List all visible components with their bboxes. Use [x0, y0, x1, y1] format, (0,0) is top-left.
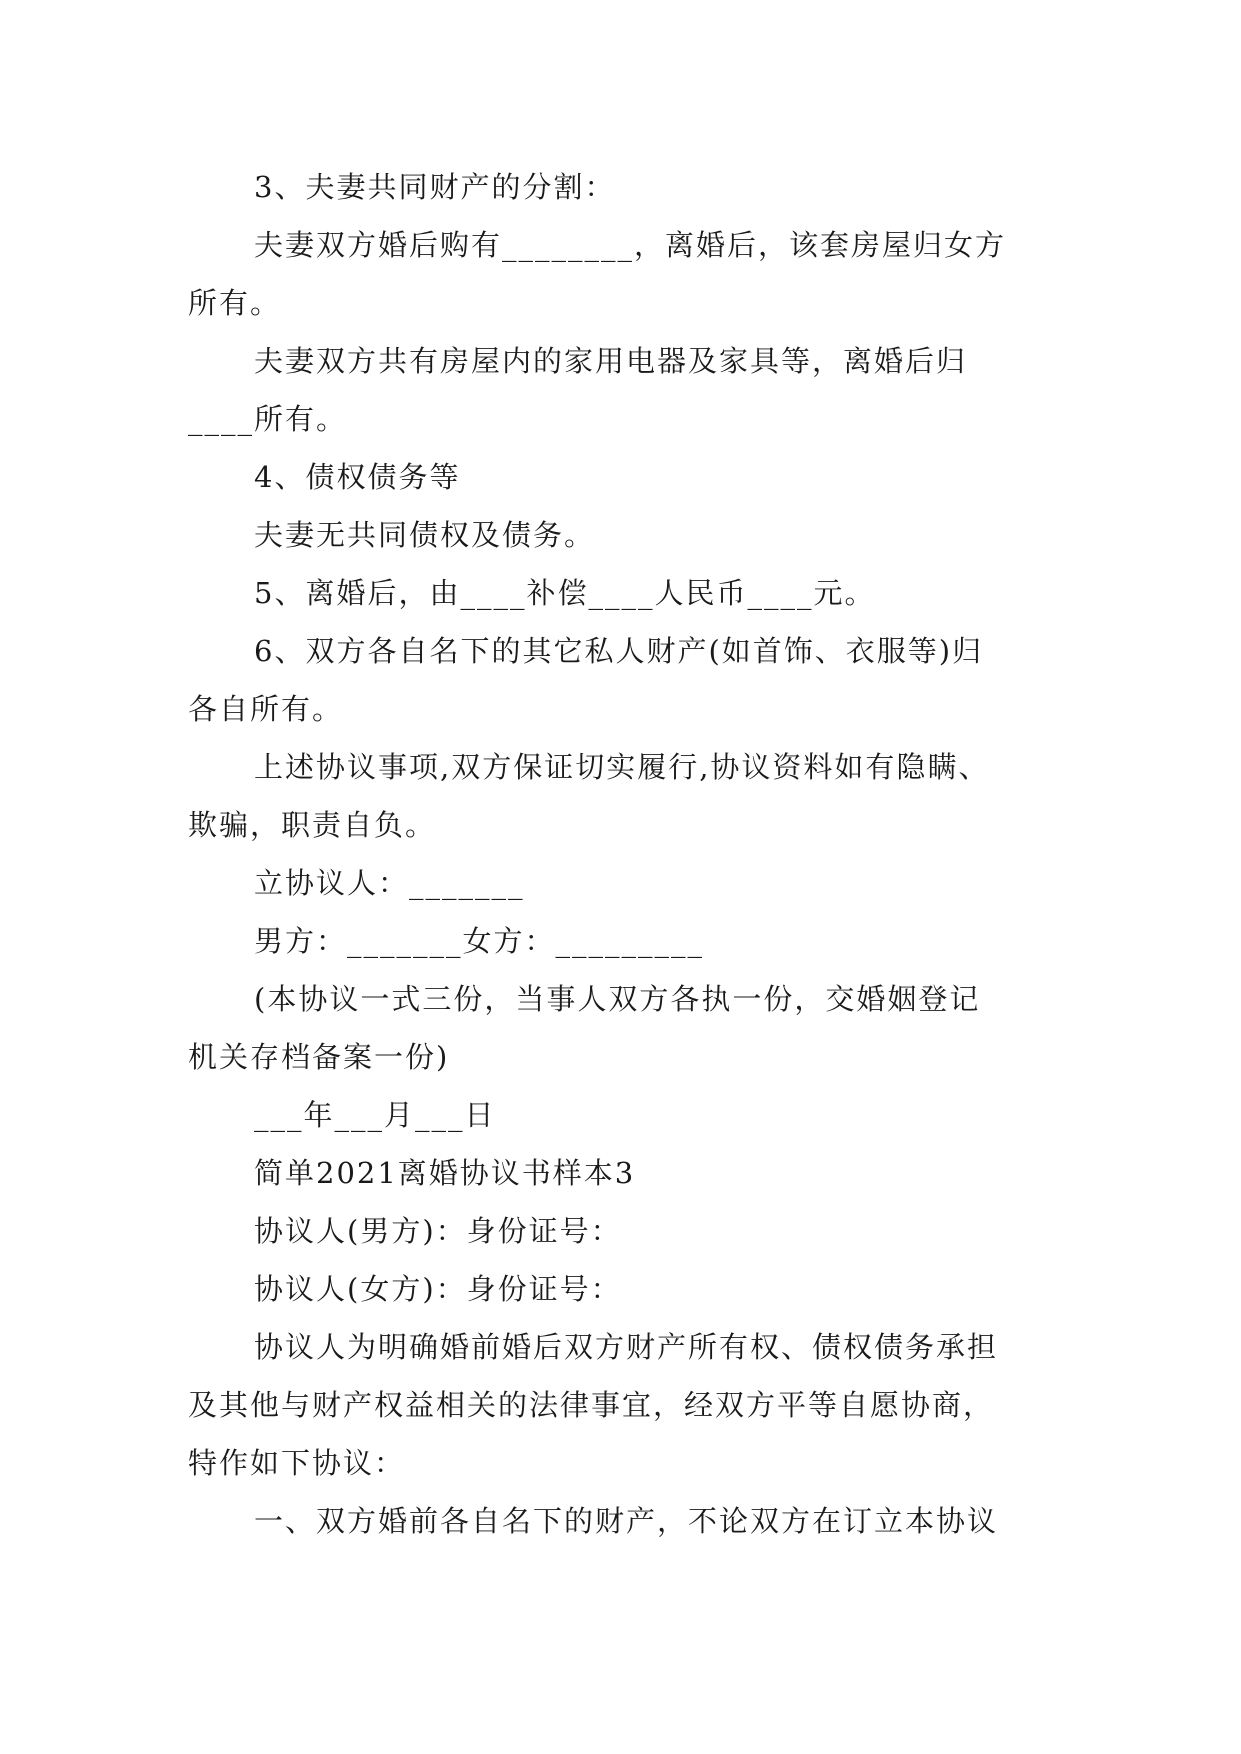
text-line: 男方：_______女方：_________ — [254, 924, 705, 958]
text-line: 6、双方各自名下的其它私人财产(如首饰、衣服等)归 — [254, 634, 984, 668]
text-line: 3、夫妻共同财产的分割： — [254, 170, 616, 204]
text-line: 欺骗，职责自负。 — [188, 808, 437, 842]
text-line: (本协议一式三份，当事人双方各执一份，交婚姻登记 — [254, 982, 981, 1016]
text-line: ____所有。 — [188, 402, 348, 436]
text-line: 协议人为明确婚前婚后双方财产所有权、债权债务承担 — [254, 1330, 999, 1364]
text-line: 夫妻双方共有房屋内的家用电器及家具等，离婚后归 — [254, 344, 968, 378]
text-line: 及其他与财产权益相关的法律事宜，经双方平等自愿协商， — [188, 1388, 995, 1422]
text-line: 5、离婚后，由____补偿____人民币____元。 — [254, 576, 876, 610]
document-body — [188, 158, 1058, 1550]
text-line: 一、双方婚前各自名下的财产，不论双方在订立本协议 — [254, 1504, 999, 1538]
text-line: 立协议人：_______ — [254, 866, 525, 900]
text-line: 夫妻双方婚后购有________，离婚后，该套房屋归女方 — [254, 228, 1007, 262]
text-line: 简单2021离婚协议书样本3 — [254, 1156, 636, 1190]
text-line: 夫妻无共同债权及债务。 — [254, 518, 596, 552]
text-line: 上述协议事项,双方保证切实履行,协议资料如有隐瞒、 — [254, 750, 990, 784]
text-line: 特作如下协议： — [188, 1446, 406, 1480]
text-line: 各自所有。 — [188, 692, 344, 726]
text-line: 4、债权债务等 — [254, 460, 461, 494]
text-line: ___年___月___日 — [254, 1098, 496, 1132]
text-line: 协议人(女方)：身份证号： — [254, 1272, 622, 1306]
text-line: 所有。 — [188, 286, 282, 320]
text-line: 机关存档备案一份) — [188, 1040, 450, 1074]
text-line: 协议人(男方)：身份证号： — [254, 1214, 622, 1248]
